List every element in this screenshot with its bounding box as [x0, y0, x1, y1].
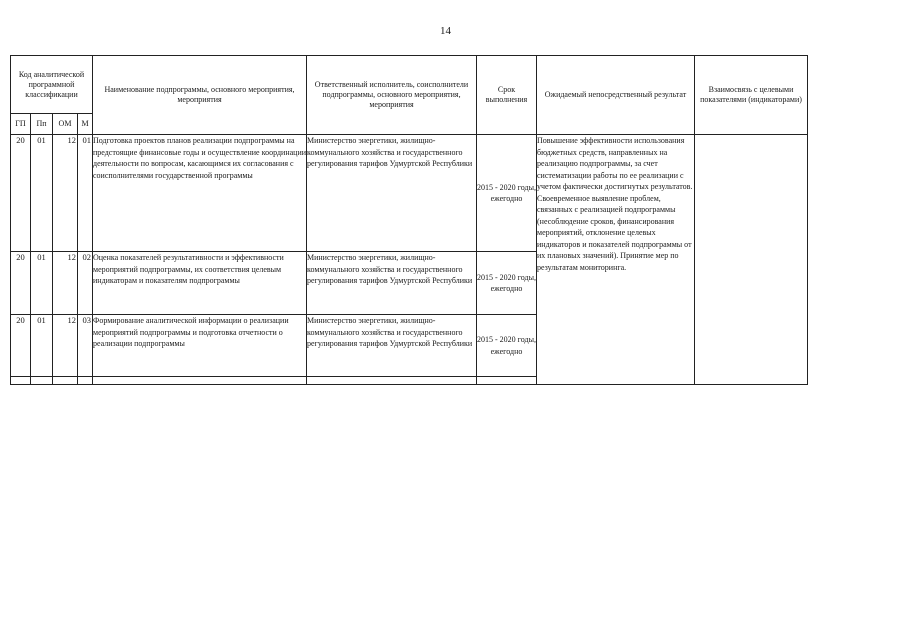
cell-pp: 01 [31, 135, 53, 252]
activities-table [10, 55, 808, 385]
header-link-indicators: Взаимосвязь с целевыми показателями (индикаторами) [695, 56, 808, 135]
page-number: 14 [440, 25, 451, 37]
cell-name: Подготовка проектов планов реализации подпрограммы на предстоящие финансовые годы и осуществление координации деятельности по вопросам, касающимся их согласования с соисполнителями государственной программы [93, 135, 307, 252]
cell-empty [78, 377, 93, 385]
cell-empty [11, 377, 31, 385]
header-name: Наименование подпрограммы, основного мероприятия, мероприятия [93, 56, 307, 135]
cell-empty [93, 377, 307, 385]
cell-link-indicators [695, 135, 808, 385]
cell-executor: Министерство энергетики, жилищно-коммунального хозяйства и государственного регулирования тарифов Удмуртской Республики [307, 252, 477, 315]
header-pp: Пп [31, 114, 53, 135]
header-code-classification: Код аналитической программной классификации [11, 56, 93, 114]
cell-empty [477, 377, 537, 385]
cell-om: 12 [53, 315, 78, 377]
cell-term: 2015 - 2020 годы, ежегодно [477, 252, 537, 315]
cell-m: 03 [78, 315, 93, 377]
cell-pp: 01 [31, 315, 53, 377]
header-result: Ожидаемый непосредственный результат [537, 56, 695, 135]
cell-gp: 20 [11, 252, 31, 315]
header-m: М [78, 114, 93, 135]
cell-term: 2015 - 2020 годы, ежегодно [477, 135, 537, 252]
header-term: Срок выполнения [477, 56, 537, 135]
header-executor: Ответственный исполнитель, соисполнители подпрограммы, основного мероприятия, мероприятия [307, 56, 477, 135]
cell-om: 12 [53, 252, 78, 315]
cell-empty [31, 377, 53, 385]
header-om: ОМ [53, 114, 78, 135]
cell-empty [53, 377, 78, 385]
cell-om: 12 [53, 135, 78, 252]
cell-pp: 01 [31, 252, 53, 315]
cell-name: Формирование аналитической информации о реализации мероприятий подпрограммы и подготовка отчетности о реализации подпрограммы [93, 315, 307, 377]
cell-m: 01 [78, 135, 93, 252]
cell-empty [307, 377, 477, 385]
cell-m: 02 [78, 252, 93, 315]
cell-result: Повышение эффективности использования бюджетных средств, направленных на реализацию подпрограммы, за счет систематизации работы по ее реализации с учетом фактически достигнутых результатов. Своевременное выявление проблем, связанных с реализацией подпрограммы (несоблюдение сроков, финансирования мероприятий, отклонение целевых индикаторов и показателей подпрограммы от их плановых значений). Принятие мер по результатам мониторинга. [537, 135, 695, 385]
cell-executor: Министерство энергетики, жилищно-коммунального хозяйства и государственного регулирования тарифов Удмуртской Республики [307, 135, 477, 252]
cell-executor: Министерство энергетики, жилищно-коммунального хозяйства и государственного регулирования тарифов Удмуртской Республики [307, 315, 477, 377]
header-gp: ГП [11, 114, 31, 135]
cell-gp: 20 [11, 135, 31, 252]
cell-name: Оценка показателей результативности и эффективности мероприятий подпрограммы, их соответствия целевым индикаторам и показателям подпрограммы [93, 252, 307, 315]
table-row [11, 135, 808, 252]
cell-gp: 20 [11, 315, 31, 377]
cell-term: 2015 - 2020 годы, ежегодно [477, 315, 537, 377]
